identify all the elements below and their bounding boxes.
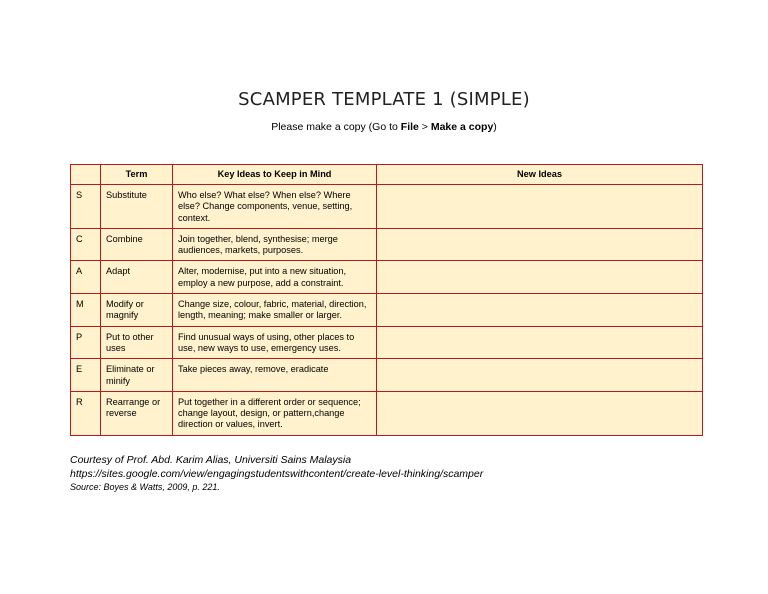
table-row [71, 185, 703, 229]
instruction-separator: > [418, 121, 431, 133]
row-new-ideas-cell[interactable] [377, 294, 703, 327]
document-title: SCAMPER TEMPLATE 1 (SIMPLE) [238, 89, 530, 110]
courtesy-credit: Courtesy of Prof. Abd. Karim Alias, Universiti Sains Malaysia [70, 454, 352, 466]
row-letter: R [71, 391, 101, 435]
row-term: Combine [101, 228, 173, 261]
table-header-row [71, 165, 703, 185]
row-new-ideas-cell[interactable] [377, 326, 703, 359]
instruction-suffix: ) [493, 121, 497, 133]
table-row [71, 228, 703, 261]
instruction-menu-file: File [400, 121, 419, 133]
instruction-menu-item: Make a copy [430, 121, 494, 133]
header-letter [71, 165, 101, 185]
row-term: Adapt [101, 261, 173, 294]
row-key-ideas: Join together, blend, synthesise; merge audiences, markets, purposes. [173, 228, 377, 261]
row-letter: P [71, 326, 101, 359]
row-new-ideas-cell[interactable] [377, 185, 703, 229]
table-row [71, 294, 703, 327]
row-new-ideas-cell[interactable] [377, 261, 703, 294]
header-term: Term [101, 165, 173, 185]
row-term: Rearrange or reverse [101, 391, 173, 435]
table-row [71, 261, 703, 294]
table-row [71, 326, 703, 359]
row-letter: C [71, 228, 101, 261]
row-term: Eliminate or minify [101, 359, 173, 392]
row-new-ideas-cell[interactable] [377, 228, 703, 261]
courtesy-note [70, 453, 483, 481]
row-term: Modify or magnify [101, 294, 173, 327]
instruction-prefix: Please make a copy (Go to [271, 121, 401, 133]
row-key-ideas: Alter, modernise, put into a new situation, employ a new purpose, add a constraint. [173, 261, 377, 294]
row-new-ideas-cell[interactable] [377, 359, 703, 392]
row-key-ideas: Take pieces away, remove, eradicate [173, 359, 377, 392]
row-new-ideas-cell[interactable] [377, 391, 703, 435]
row-term: Substitute [101, 185, 173, 229]
row-key-ideas: Put together in a different order or sequence; change layout, design, or pattern,change direction or values, invert. [173, 391, 377, 435]
copy-instruction [0, 121, 768, 133]
table-row [71, 359, 703, 392]
table-row [71, 391, 703, 435]
row-letter: S [71, 185, 101, 229]
scamper-table [70, 164, 703, 436]
row-letter: A [71, 261, 101, 294]
row-letter: M [71, 294, 101, 327]
row-key-ideas: Change size, colour, fabric, material, direction, length, meaning; make smaller or larger. [173, 294, 377, 327]
row-term: Put to other uses [101, 326, 173, 359]
row-key-ideas: Who else? What else? When else? Where else? Change components, venue, setting, context. [173, 185, 377, 229]
header-new-ideas: New Ideas [377, 165, 703, 185]
row-letter: E [71, 359, 101, 392]
header-key-ideas: Key Ideas to Keep in Mind [173, 165, 377, 185]
row-key-ideas: Find unusual ways of using, other places to use, new ways to use, emergency uses. [173, 326, 377, 359]
source-citation: Source: Boyes & Watts, 2009, p. 221. [70, 482, 220, 492]
courtesy-url: https://sites.google.com/view/engagingstudentswithcontent/create-level-thinking/scamper [70, 468, 484, 480]
